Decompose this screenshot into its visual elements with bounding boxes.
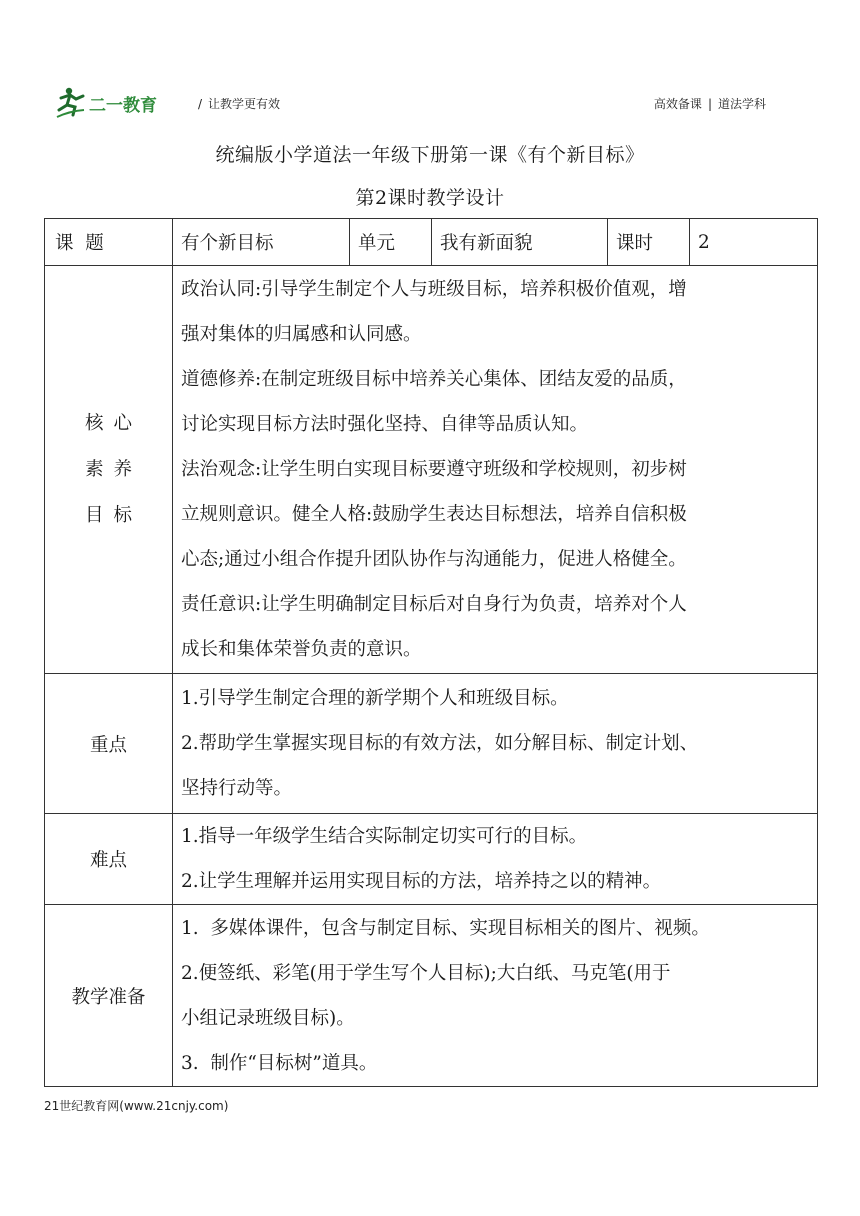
- key-points-content: 1.引导学生制定合理的新学期个人和班级目标。 2.帮助学生掌握实现目标的有效方法，如分解目标、制定计划、 坚持行动等。: [173, 674, 818, 814]
- header-tag-subject: 道法学科: [717, 97, 766, 111]
- difficulties-content: 1.指导一年级学生结合实际制定切实可行的目标。 2.让学生理解并运用实现目标的方法，培养持之以的精神。: [173, 814, 818, 905]
- label-period: 课时: [608, 219, 690, 266]
- course-name: 有个新目标: [173, 219, 350, 266]
- label-core-goals: 核心 素养 目标: [45, 266, 173, 674]
- logo: [56, 86, 176, 120]
- table-row-course: [45, 219, 818, 266]
- slogan: / 让教学更有效: [198, 97, 281, 111]
- svg-text:二一教育: 二一教育: [89, 96, 157, 116]
- table-row-key-points: [45, 674, 818, 814]
- preparation-content: 1. 多媒体课件，包含与制定目标、实现目标相关的图片、视频。 2.便签纸、彩笔(用于学生写个人目标);大白纸、马克笔(用于 小组记录班级目标)。 3. 制作“目标树”道具。: [173, 905, 818, 1087]
- lesson-plan-table: [44, 218, 818, 1087]
- running-man-logo-icon: [56, 86, 176, 120]
- period-value: 2: [690, 219, 818, 266]
- table-row-difficulties: [45, 814, 818, 905]
- label-course: 课 题: [45, 219, 173, 266]
- doc-subtitle: 第2课时教学设计: [355, 187, 505, 209]
- header-subject: 高效备课 | 道法学科: [653, 97, 766, 111]
- page-header: [56, 84, 786, 124]
- table-row-core: [45, 266, 818, 674]
- table-row-preparation: [45, 905, 818, 1087]
- label-unit: 单元: [350, 219, 432, 266]
- core-goals-content: 政治认同:引导学生制定个人与班级目标，培养积极价值观，增 强对集体的归属感和认同感。 道德修养:在制定班级目标中培养关心集体、团结友爱的品质， 讨论实现目标方法时强化坚持、自律等品质认知。 法治观念:让学生明白实现目标要遵守班级和学校规则，初步树 立规则意识。健全人格:鼓励学生表达目标想法，培养自信积极 心态;通过小组合作提升团队协作与沟通能力，促进人格健全。 责任意识:让学生明确制定目标后对自身行为负责，培养对个人 成长和集体荣誉负责的意识。: [173, 266, 818, 674]
- doc-title: 统编版小学道法一年级下册第一课《有个新目标》: [215, 144, 645, 166]
- label-difficulties: 难点: [45, 814, 173, 905]
- unit-name: 我有新面貌: [432, 219, 608, 266]
- label-key-points: 重点: [45, 674, 173, 814]
- footer-source: 21世纪教育网(www.21cnjy.com): [44, 1099, 229, 1113]
- header-tag-prep: 高效备课: [653, 97, 702, 111]
- label-preparation: 教学准备: [45, 905, 173, 1087]
